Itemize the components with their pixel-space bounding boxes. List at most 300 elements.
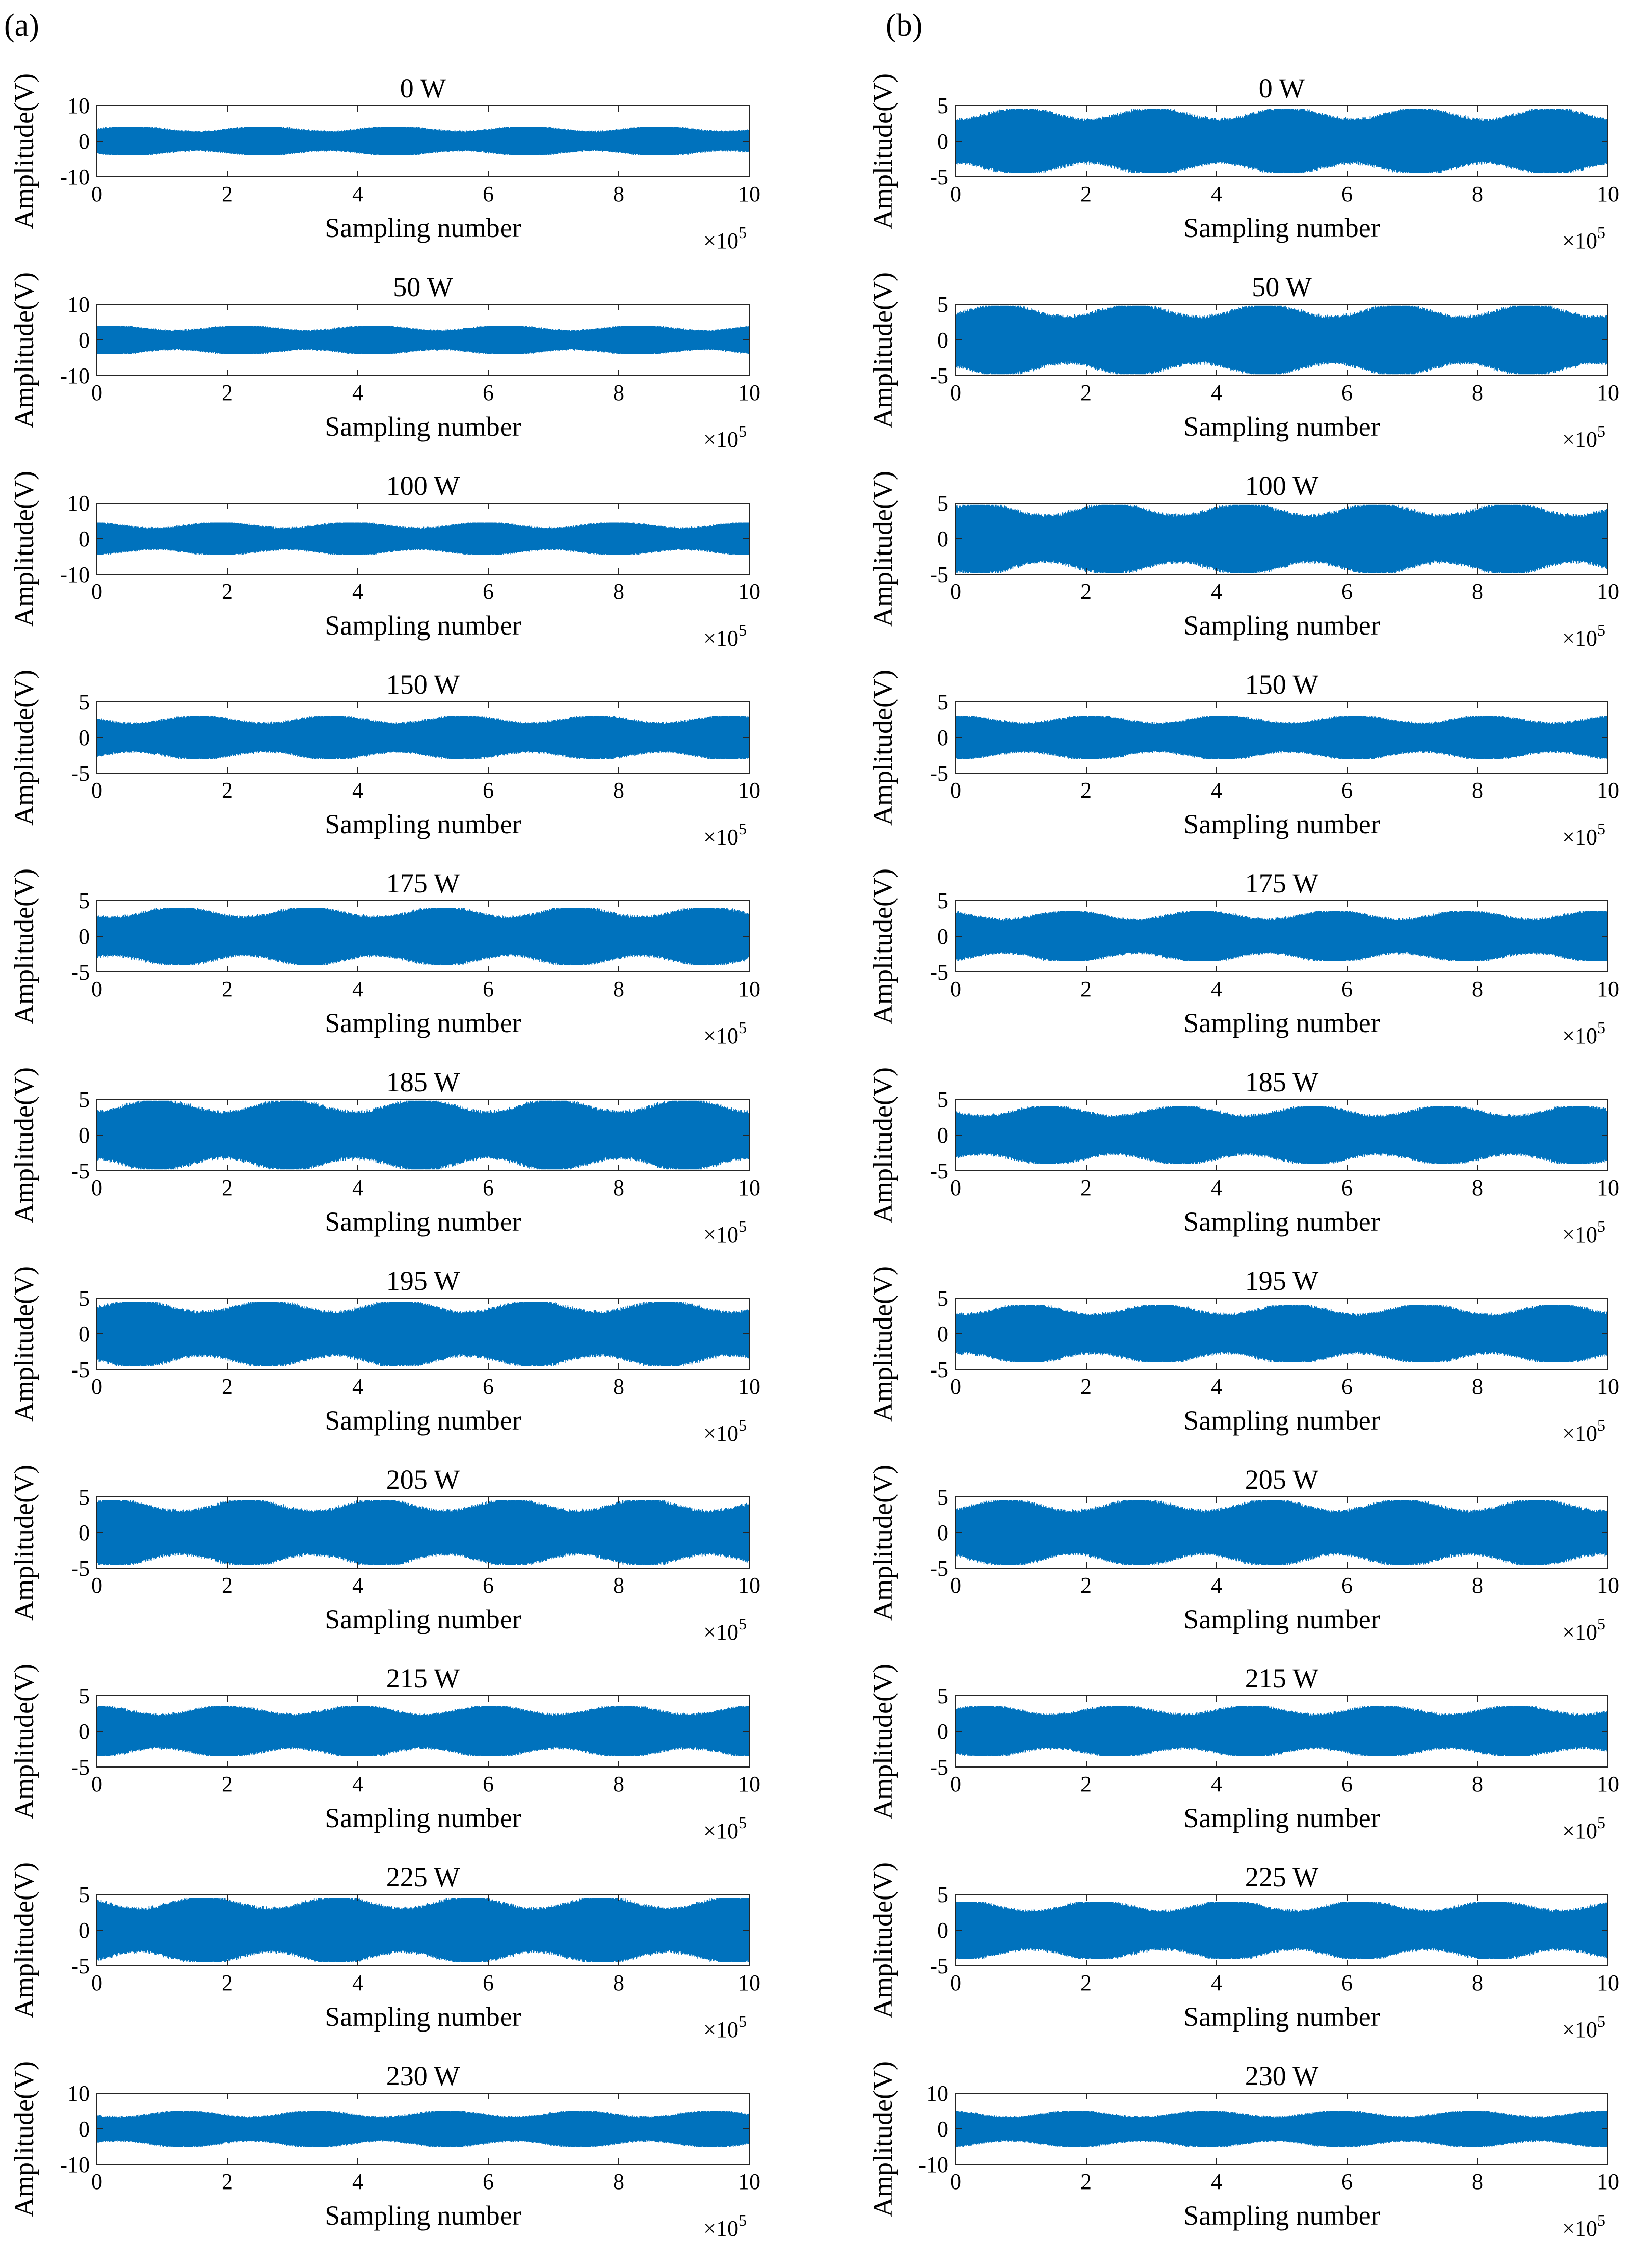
y-tick-label: 0: [78, 725, 90, 750]
x-tick-label: 10: [738, 181, 760, 206]
x-multiplier-b-10: $\times 10^5$: [1562, 2211, 1605, 2241]
x-tick-label: 2: [1080, 778, 1092, 803]
signal-series-b-6: [956, 1305, 1608, 1362]
x-tick-label: 2: [1080, 977, 1092, 1001]
x-tick-label: 4: [1211, 579, 1222, 604]
panel-label-b: (b): [886, 8, 923, 43]
x-tick-label: 8: [1472, 181, 1483, 206]
subplot-title-b-9: 225 W: [1245, 1862, 1319, 1892]
x-tick-label: 0: [91, 1772, 102, 1797]
x-multiplier-a-1: $\times 10^5$: [703, 422, 747, 452]
x-tick-label: 4: [352, 1970, 363, 1995]
x-tick-label: 4: [1211, 977, 1222, 1001]
subplot-title-a-0: 0 W: [400, 73, 446, 103]
y-tick-label: 5: [937, 1683, 948, 1708]
x-tick-label: 8: [1472, 1970, 1483, 1995]
signal-series-a-10: [97, 2111, 749, 2147]
x-tick-label: 2: [1080, 2169, 1092, 2194]
y-tick-label: 10: [67, 491, 90, 516]
signal-series-a-4: [97, 908, 749, 965]
subplot-b-3: [867, 669, 1619, 850]
y-tick-label: 0: [937, 725, 948, 750]
y-tick-label: -5: [71, 1954, 90, 1979]
x-tick-label: 10: [1597, 380, 1619, 405]
x-axis-label-a-0: Sampling number: [325, 213, 521, 243]
x-tick-label: 4: [1211, 1175, 1222, 1200]
x-axis-label-b-1: Sampling number: [1183, 411, 1380, 442]
x-tick-label: 6: [1341, 1772, 1353, 1797]
signal-series-a-8: [97, 1706, 749, 1756]
y-axis-label-b-3: Amplitude(V): [867, 670, 898, 826]
x-tick-label: 2: [222, 1374, 233, 1399]
x-tick-label: 6: [1341, 1374, 1353, 1399]
x-tick-label: 4: [1211, 380, 1222, 405]
y-tick-label: -5: [930, 1954, 948, 1979]
subplot-title-a-9: 225 W: [386, 1862, 460, 1892]
x-tick-label: 6: [1341, 1970, 1353, 1995]
x-tick-label: 0: [91, 380, 102, 405]
x-tick-label: 0: [950, 2169, 961, 2194]
x-tick-label: 2: [222, 778, 233, 803]
x-tick-label: 4: [352, 1374, 363, 1399]
x-multiplier-a-7: $\times 10^5$: [703, 1615, 747, 1645]
x-tick-label: 8: [1472, 1573, 1483, 1598]
x-axis-label-b-2: Sampling number: [1183, 610, 1380, 641]
x-tick-label: 0: [950, 977, 961, 1001]
x-tick-label: 10: [738, 2169, 760, 2194]
subplot-a-3: [9, 669, 760, 850]
x-tick-label: 4: [1211, 778, 1222, 803]
y-tick-label: 5: [937, 1087, 948, 1112]
y-tick-label: 0: [78, 2117, 90, 2142]
subplot-b-10: [867, 2061, 1619, 2241]
subplot-title-b-0: 0 W: [1258, 73, 1305, 103]
signal-series-a-7: [97, 1500, 749, 1565]
signal-series-b-2: [956, 505, 1608, 573]
x-tick-label: 4: [352, 1175, 363, 1200]
signal-series-b-8: [956, 1706, 1608, 1756]
x-tick-label: 6: [483, 1374, 494, 1399]
x-axis-label-b-5: Sampling number: [1183, 1206, 1380, 1237]
x-axis-label-a-5: Sampling number: [325, 1206, 521, 1237]
y-tick-label: -5: [71, 1158, 90, 1183]
x-tick-label: 0: [91, 977, 102, 1001]
y-tick-label: 0: [937, 1918, 948, 1943]
x-tick-label: 2: [1080, 1374, 1092, 1399]
x-tick-label: 4: [1211, 1573, 1222, 1598]
subplot-b-9: [867, 1862, 1619, 2042]
signal-series-b-1: [956, 306, 1608, 374]
y-tick-label: -5: [930, 1158, 948, 1183]
y-tick-label: 0: [937, 2117, 948, 2142]
subplot-title-b-8: 215 W: [1245, 1663, 1319, 1694]
x-tick-label: 10: [738, 380, 760, 405]
signal-series-a-2: [97, 523, 749, 555]
x-tick-label: 0: [91, 579, 102, 604]
y-tick-label: -5: [71, 1556, 90, 1581]
y-tick-label: 0: [937, 1123, 948, 1148]
y-tick-label: 0: [937, 526, 948, 551]
y-axis-label-a-10: Amplitude(V): [9, 2061, 39, 2217]
y-axis-label-b-7: Amplitude(V): [867, 1465, 898, 1621]
y-tick-label: -5: [930, 761, 948, 786]
y-axis-label-b-6: Amplitude(V): [867, 1266, 898, 1422]
x-tick-label: 4: [352, 1772, 363, 1797]
x-tick-label: 8: [613, 380, 624, 405]
x-tick-label: 6: [1341, 1573, 1353, 1598]
x-tick-label: 2: [222, 1573, 233, 1598]
x-tick-label: 2: [1080, 1175, 1092, 1200]
x-multiplier-b-5: $\times 10^5$: [1562, 1217, 1605, 1247]
y-tick-label: -5: [930, 165, 948, 190]
signal-series-a-6: [97, 1302, 749, 1366]
subplot-b-6: [867, 1265, 1619, 1446]
x-tick-label: 0: [950, 1374, 961, 1399]
x-tick-label: 2: [222, 181, 233, 206]
x-axis-label-a-9: Sampling number: [325, 2001, 521, 2032]
subplot-b-0: [867, 73, 1619, 253]
y-axis-label-b-5: Amplitude(V): [867, 1067, 898, 1223]
x-tick-label: 4: [352, 181, 363, 206]
signal-series-b-4: [956, 911, 1608, 961]
y-tick-label: 5: [937, 292, 948, 317]
subplot-title-b-1: 50 W: [1252, 272, 1312, 302]
y-tick-label: 5: [78, 1683, 90, 1708]
y-tick-label: 5: [937, 1485, 948, 1510]
x-tick-label: 0: [950, 380, 961, 405]
x-multiplier-a-5: $\times 10^5$: [703, 1217, 747, 1247]
subplot-a-9: [9, 1862, 760, 2042]
x-multiplier-a-4: $\times 10^5$: [703, 1018, 747, 1048]
subplot-title-a-7: 205 W: [386, 1464, 460, 1495]
subplot-a-1: [9, 272, 760, 452]
y-tick-label: -5: [930, 1556, 948, 1581]
y-tick-label: 0: [78, 1719, 90, 1744]
x-axis-label-b-7: Sampling number: [1183, 1604, 1380, 1634]
y-tick-label: 0: [937, 328, 948, 353]
x-tick-label: 0: [91, 1374, 102, 1399]
signal-series-b-9: [956, 1902, 1608, 1959]
subplot-title-a-5: 185 W: [386, 1067, 460, 1097]
y-tick-label: -5: [930, 1357, 948, 1382]
subplot-title-b-3: 150 W: [1245, 669, 1319, 700]
subplot-title-b-7: 205 W: [1245, 1464, 1319, 1495]
x-tick-label: 6: [483, 977, 494, 1001]
subplot-b-7: [867, 1464, 1619, 1645]
x-axis-label-a-4: Sampling number: [325, 1008, 521, 1038]
y-tick-label: -10: [60, 363, 90, 388]
y-tick-label: 5: [78, 888, 90, 913]
subplot-title-b-2: 100 W: [1245, 470, 1319, 501]
x-tick-label: 0: [91, 181, 102, 206]
x-tick-label: 8: [613, 181, 624, 206]
y-tick-label: 0: [78, 1123, 90, 1148]
x-tick-label: 6: [1341, 1175, 1353, 1200]
x-tick-label: 0: [91, 1970, 102, 1995]
y-axis-label-b-4: Amplitude(V): [867, 868, 898, 1024]
subplot-a-10: [9, 2061, 760, 2241]
x-multiplier-b-0: $\times 10^5$: [1562, 223, 1605, 253]
signal-series-a-3: [97, 716, 749, 759]
x-tick-label: 10: [1597, 2169, 1619, 2194]
panel-label-a: (a): [4, 8, 39, 43]
y-axis-label-a-6: Amplitude(V): [9, 1266, 39, 1422]
x-tick-label: 6: [1341, 579, 1353, 604]
y-tick-label: -5: [71, 960, 90, 985]
y-tick-label: -5: [930, 960, 948, 985]
y-tick-label: 0: [78, 328, 90, 353]
x-tick-label: 8: [613, 1175, 624, 1200]
subplot-b-2: [867, 470, 1619, 651]
subplot-a-7: [9, 1464, 760, 1645]
y-axis-label-a-3: Amplitude(V): [9, 670, 39, 826]
x-tick-label: 10: [738, 778, 760, 803]
x-multiplier-b-7: $\times 10^5$: [1562, 1615, 1605, 1645]
x-tick-label: 4: [352, 579, 363, 604]
x-tick-label: 4: [352, 977, 363, 1001]
x-tick-label: 8: [1472, 2169, 1483, 2194]
y-tick-label: 0: [937, 1520, 948, 1545]
x-tick-label: 0: [950, 1970, 961, 1995]
y-tick-label: 5: [937, 690, 948, 715]
x-tick-label: 6: [483, 380, 494, 405]
x-tick-label: 4: [1211, 181, 1222, 206]
subplot-title-a-8: 215 W: [386, 1663, 460, 1694]
y-tick-label: 5: [78, 1087, 90, 1112]
x-tick-label: 2: [222, 1175, 233, 1200]
x-tick-label: 2: [1080, 579, 1092, 604]
y-tick-label: -5: [930, 363, 948, 388]
x-multiplier-b-6: $\times 10^5$: [1562, 1416, 1605, 1446]
x-tick-label: 8: [1472, 1175, 1483, 1200]
y-tick-label: 0: [78, 1520, 90, 1545]
y-tick-label: 5: [78, 690, 90, 715]
x-tick-label: 8: [613, 977, 624, 1001]
y-tick-label: -5: [71, 1755, 90, 1780]
x-multiplier-b-9: $\times 10^5$: [1562, 2012, 1605, 2042]
x-multiplier-b-1: $\times 10^5$: [1562, 422, 1605, 452]
x-tick-label: 8: [613, 778, 624, 803]
x-tick-label: 0: [91, 1573, 102, 1598]
x-tick-label: 8: [1472, 579, 1483, 604]
x-tick-label: 2: [222, 977, 233, 1001]
x-tick-label: 10: [1597, 579, 1619, 604]
y-axis-label-a-2: Amplitude(V): [9, 471, 39, 627]
y-axis-label-b-8: Amplitude(V): [867, 1664, 898, 1819]
x-axis-label-b-10: Sampling number: [1183, 2200, 1380, 2231]
subplot-a-6: [9, 1265, 760, 1446]
x-tick-label: 2: [1080, 181, 1092, 206]
subplot-grid: [9, 73, 1619, 2241]
y-axis-label-a-5: Amplitude(V): [9, 1067, 39, 1223]
x-tick-label: 2: [222, 1772, 233, 1797]
x-tick-label: 6: [1341, 778, 1353, 803]
x-tick-label: 8: [1472, 1772, 1483, 1797]
x-multiplier-b-2: $\times 10^5$: [1562, 621, 1605, 651]
x-axis-label-b-6: Sampling number: [1183, 1405, 1380, 1436]
x-tick-label: 6: [1341, 977, 1353, 1001]
y-axis-label-a-9: Amplitude(V): [9, 1862, 39, 2018]
y-tick-label: -5: [71, 761, 90, 786]
subplot-a-2: [9, 470, 760, 651]
x-multiplier-a-8: $\times 10^5$: [703, 1813, 747, 1843]
x-multiplier-b-3: $\times 10^5$: [1562, 820, 1605, 850]
x-tick-label: 0: [950, 778, 961, 803]
x-axis-label-a-3: Sampling number: [325, 809, 521, 839]
x-tick-label: 0: [950, 579, 961, 604]
y-tick-label: 0: [937, 1322, 948, 1347]
subplot-title-b-6: 195 W: [1245, 1265, 1319, 1296]
x-tick-label: 10: [738, 1772, 760, 1797]
x-tick-label: 6: [483, 181, 494, 206]
x-tick-label: 0: [950, 1573, 961, 1598]
x-axis-label-b-8: Sampling number: [1183, 1803, 1380, 1833]
subplot-title-b-5: 185 W: [1245, 1067, 1319, 1097]
x-tick-label: 6: [483, 2169, 494, 2194]
subplot-title-b-10: 230 W: [1245, 2061, 1319, 2091]
x-tick-label: 8: [613, 2169, 624, 2194]
x-tick-label: 2: [222, 1970, 233, 1995]
x-tick-label: 6: [483, 1970, 494, 1995]
x-tick-label: 4: [352, 1573, 363, 1598]
x-tick-label: 0: [950, 1175, 961, 1200]
subplot-title-a-6: 195 W: [386, 1265, 460, 1296]
y-axis-label-a-7: Amplitude(V): [9, 1465, 39, 1621]
signal-series-a-5: [97, 1101, 749, 1169]
x-tick-label: 10: [1597, 1374, 1619, 1399]
x-tick-label: 4: [1211, 2169, 1222, 2194]
y-tick-label: 0: [937, 1719, 948, 1744]
x-tick-label: 8: [1472, 1374, 1483, 1399]
x-multiplier-a-3: $\times 10^5$: [703, 820, 747, 850]
x-tick-label: 4: [352, 778, 363, 803]
y-tick-label: 0: [78, 1918, 90, 1943]
y-tick-label: 0: [78, 526, 90, 551]
x-tick-label: 10: [1597, 181, 1619, 206]
x-axis-label-a-6: Sampling number: [325, 1405, 521, 1436]
subplot-b-1: [867, 272, 1619, 452]
y-tick-label: 5: [937, 491, 948, 516]
x-tick-label: 10: [738, 1573, 760, 1598]
x-tick-label: 2: [1080, 1970, 1092, 1995]
y-tick-label: 0: [937, 129, 948, 154]
x-tick-label: 8: [613, 1970, 624, 1995]
x-axis-label-b-9: Sampling number: [1183, 2001, 1380, 2032]
subplot-a-5: [9, 1067, 760, 1247]
subplot-title-a-1: 50 W: [393, 272, 453, 302]
x-axis-label-a-7: Sampling number: [325, 1604, 521, 1634]
y-axis-label-a-8: Amplitude(V): [9, 1664, 39, 1819]
x-tick-label: 0: [91, 2169, 102, 2194]
y-tick-label: 5: [937, 888, 948, 913]
y-tick-label: -10: [60, 2152, 90, 2177]
y-axis-label-a-4: Amplitude(V): [9, 868, 39, 1024]
x-tick-label: 2: [1080, 1573, 1092, 1598]
x-tick-label: 4: [1211, 1374, 1222, 1399]
y-tick-label: -10: [60, 562, 90, 587]
x-tick-label: 10: [738, 1970, 760, 1995]
y-tick-label: 10: [67, 292, 90, 317]
y-tick-label: 0: [78, 1322, 90, 1347]
x-multiplier-a-9: $\times 10^5$: [703, 2012, 747, 2042]
x-tick-label: 2: [222, 380, 233, 405]
y-axis-label-a-0: Amplitude(V): [9, 73, 39, 229]
x-tick-label: 4: [352, 2169, 363, 2194]
x-axis-label-b-3: Sampling number: [1183, 809, 1380, 839]
y-tick-label: -10: [918, 2152, 948, 2177]
subplot-b-5: [867, 1067, 1619, 1247]
x-multiplier-b-4: $\times 10^5$: [1562, 1018, 1605, 1048]
y-tick-label: 10: [926, 2081, 948, 2106]
x-tick-label: 10: [1597, 1772, 1619, 1797]
y-tick-label: 10: [67, 2081, 90, 2106]
x-tick-label: 8: [613, 1573, 624, 1598]
x-tick-label: 6: [483, 778, 494, 803]
x-tick-label: 8: [613, 1374, 624, 1399]
x-tick-label: 10: [1597, 1175, 1619, 1200]
x-tick-label: 10: [1597, 1970, 1619, 1995]
x-tick-label: 8: [613, 1772, 624, 1797]
x-axis-label-a-1: Sampling number: [325, 411, 521, 442]
y-axis-label-b-9: Amplitude(V): [867, 1862, 898, 2018]
x-tick-label: 10: [738, 1175, 760, 1200]
x-tick-label: 0: [950, 181, 961, 206]
signal-series-a-9: [97, 1898, 749, 1962]
subplot-title-a-3: 150 W: [386, 669, 460, 700]
x-tick-label: 2: [222, 579, 233, 604]
x-tick-label: 0: [91, 1175, 102, 1200]
x-tick-label: 6: [483, 579, 494, 604]
x-tick-label: 4: [1211, 1970, 1222, 1995]
x-tick-label: 6: [1341, 181, 1353, 206]
y-tick-label: -10: [60, 165, 90, 190]
x-tick-label: 6: [483, 1573, 494, 1598]
x-tick-label: 6: [1341, 380, 1353, 405]
x-tick-label: 4: [1211, 1772, 1222, 1797]
x-multiplier-a-2: $\times 10^5$: [703, 621, 747, 651]
x-tick-label: 6: [483, 1772, 494, 1797]
x-axis-label-a-8: Sampling number: [325, 1803, 521, 1833]
subplot-title-a-4: 175 W: [386, 868, 460, 899]
x-axis-label-b-0: Sampling number: [1183, 213, 1380, 243]
y-tick-label: 5: [78, 1485, 90, 1510]
y-tick-label: -5: [930, 1755, 948, 1780]
y-tick-label: 0: [78, 924, 90, 949]
signal-series-b-5: [956, 1106, 1608, 1164]
x-tick-label: 0: [950, 1772, 961, 1797]
x-tick-label: 6: [1341, 2169, 1353, 2194]
x-multiplier-a-0: $\times 10^5$: [703, 223, 747, 253]
x-tick-label: 10: [1597, 977, 1619, 1001]
y-axis-label-b-10: Amplitude(V): [867, 2061, 898, 2217]
y-tick-label: 0: [937, 924, 948, 949]
subplot-title-b-4: 175 W: [1245, 868, 1319, 899]
y-axis-label-b-0: Amplitude(V): [867, 73, 898, 229]
y-axis-label-a-1: Amplitude(V): [9, 272, 39, 428]
x-tick-label: 0: [91, 778, 102, 803]
y-tick-label: 5: [937, 1286, 948, 1311]
x-tick-label: 2: [222, 2169, 233, 2194]
y-tick-label: 5: [937, 93, 948, 118]
x-tick-label: 8: [1472, 380, 1483, 405]
x-tick-label: 8: [613, 579, 624, 604]
x-tick-label: 10: [1597, 1573, 1619, 1598]
subplot-title-a-10: 230 W: [386, 2061, 460, 2091]
x-tick-label: 8: [1472, 778, 1483, 803]
x-axis-label-a-2: Sampling number: [325, 610, 521, 641]
x-tick-label: 10: [738, 977, 760, 1001]
signal-series-b-0: [956, 109, 1608, 173]
